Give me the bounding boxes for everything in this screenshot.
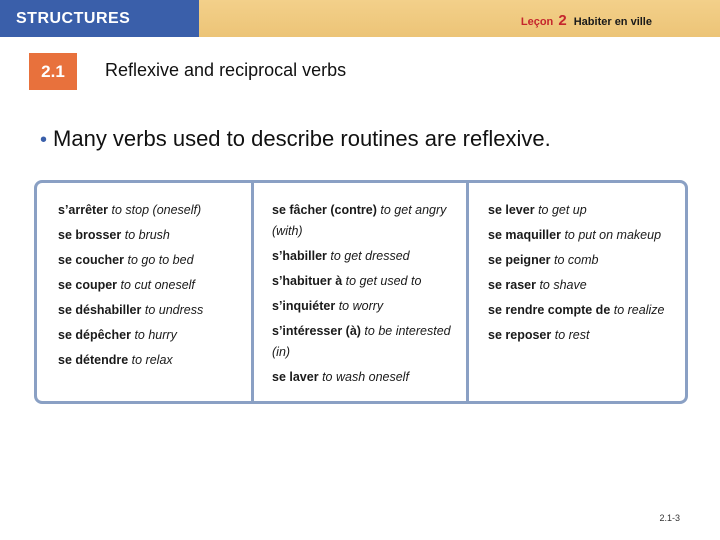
lesson-word: Leçon [520,16,554,28]
lesson-number: 2 [558,12,567,29]
verb-term: se reposer [488,328,552,342]
verb-entry [58,275,243,296]
verb-gloss: to be interested (in) [272,324,451,359]
verb-term: se peigner [488,253,551,267]
verb-entry [58,200,243,221]
verb-gloss: to cut oneself [120,278,195,292]
verb-term: s’inquiéter [272,299,336,313]
verb-gloss: to get angry (with) [272,203,447,238]
verb-gloss: to relax [131,353,173,367]
verb-column [488,200,678,350]
verb-term: se déshabiller [58,303,142,317]
verb-column [58,200,243,375]
verb-entry [272,200,467,242]
verb-term: s’habituer à [272,274,343,288]
verb-gloss: to go to bed [127,253,194,267]
bullet-text: Many verbs used to describe routines are reflexive. [53,126,551,151]
verb-term: se brosser [58,228,122,242]
verb-term: se coucher [58,253,125,267]
verb-entry [58,250,243,271]
verb-gloss: to hurry [134,328,177,342]
column-divider [251,180,254,404]
verb-gloss: to brush [124,228,170,242]
verb-entry [58,225,243,246]
verb-term: se lever [488,203,535,217]
bullet-icon: • [40,129,48,151]
verb-gloss: to shave [539,278,587,292]
verb-term: se rendre compte de [488,303,611,317]
verb-term: se dépêcher [58,328,131,342]
lesson-label [521,12,652,29]
section-brand: STRUCTURES [0,0,199,37]
verb-term: se couper [58,278,118,292]
unit-title: Habiter en ville [573,16,652,28]
verb-gloss: to undress [144,303,204,317]
verb-entry [272,367,467,388]
verb-entry [58,300,243,321]
verb-gloss: to comb [554,253,599,267]
verb-entry [488,275,678,296]
verb-entry [272,246,467,267]
verb-entry [488,200,678,221]
section-number: 2.1 [29,53,77,90]
bullet-point [40,126,551,152]
verb-gloss: to worry [338,299,384,313]
verb-entry [488,300,678,321]
verb-entry [488,250,678,271]
verb-term: s’arrêter [58,203,109,217]
verb-term: se maquiller [488,228,561,242]
verb-term: se laver [272,370,319,384]
verb-term: s’habiller [272,249,327,263]
verb-gloss: to rest [554,328,590,342]
verb-gloss: to stop (oneself) [111,203,202,217]
verb-gloss: to put on makeup [564,228,662,242]
verb-gloss: to wash oneself [322,370,409,384]
verb-gloss: to realize [613,303,665,317]
verb-entry [488,225,678,246]
verb-term: s’intéresser (à) [272,324,361,338]
verb-gloss: to get up [538,203,587,217]
verb-entry [58,350,243,371]
page-number: 2.1-3 [659,513,680,523]
verb-entry [58,325,243,346]
verb-term: se fâcher (contre) [272,203,377,217]
verb-term: se détendre [58,353,129,367]
section-title: Reflexive and reciprocal verbs [105,60,347,80]
verb-entry [272,271,467,292]
verb-entry [272,296,467,317]
verb-term: se raser [488,278,536,292]
verb-gloss: to get used to [345,274,422,288]
verb-column [272,200,467,392]
verb-gloss: to get dressed [330,249,410,263]
verb-entry [488,325,678,346]
verb-entry [272,321,467,363]
